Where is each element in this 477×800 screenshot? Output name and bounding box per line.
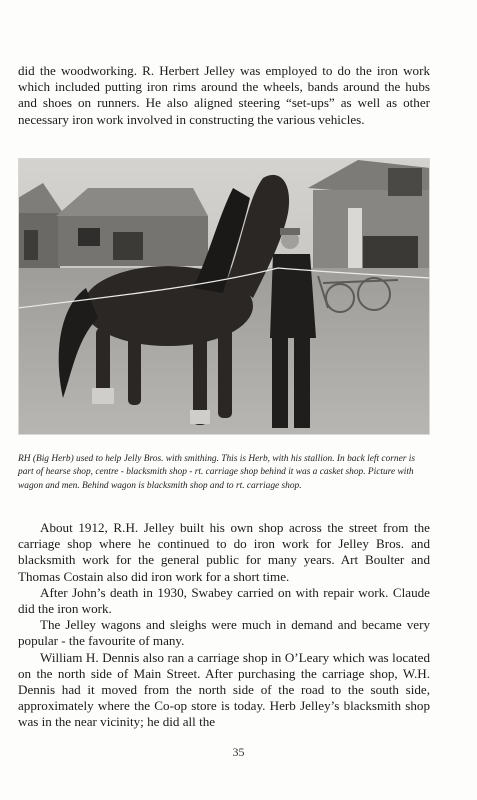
historical-photo-herb-with-stallion (18, 158, 430, 435)
body-text (18, 520, 430, 731)
intro-paragraph: did the woodworking. R. Herbert Jelley was employed to do the iron work which included putting iron rims around the wheels, bands around the hubs and shoes on runners. He also aligned steering “set-ups” as well as other necessary iron work involved in constructing the various vehicles. (18, 63, 430, 127)
photo-caption: RH (Big Herb) used to help Jelly Bros. with smithing. This is Herb, with his stallion. In back left corner is part of hearse shop, centre - blacksmith shop - rt. carriage shop behind it was a casket shop. Picture with wagon and men. Behind wagon is blacksmith shop and to rt. carriage shop. (18, 454, 416, 491)
page-number: 35 (232, 745, 245, 759)
body-paragraph: William H. Dennis also ran a carriage shop in O’Leary which was located on the north side of Main Street. After purchasing the carriage shop, W.H. Dennis had it moved from the north side of the road to the south side, approximately where the Co-op store is today. Herb Jelley’s blacksmith shop was in the near vicinity; he did all the (18, 649, 430, 730)
photo-illustration (18, 158, 430, 435)
body-paragraph: The Jelley wagons and sleighs were much in demand and became very popular - the favourite of many. (18, 617, 430, 649)
body-paragraph: About 1912, R.H. Jelley built his own shop across the street from the carriage shop where he continued to do iron work for Jelley Bros. and blacksmith work for the general public for many years. Art Boulter and Thomas Costain also did iron work for a short time. (18, 520, 430, 584)
body-paragraph: After John’s death in 1930, Swabey carried on with repair work. Claude did the iron work. (18, 584, 430, 617)
